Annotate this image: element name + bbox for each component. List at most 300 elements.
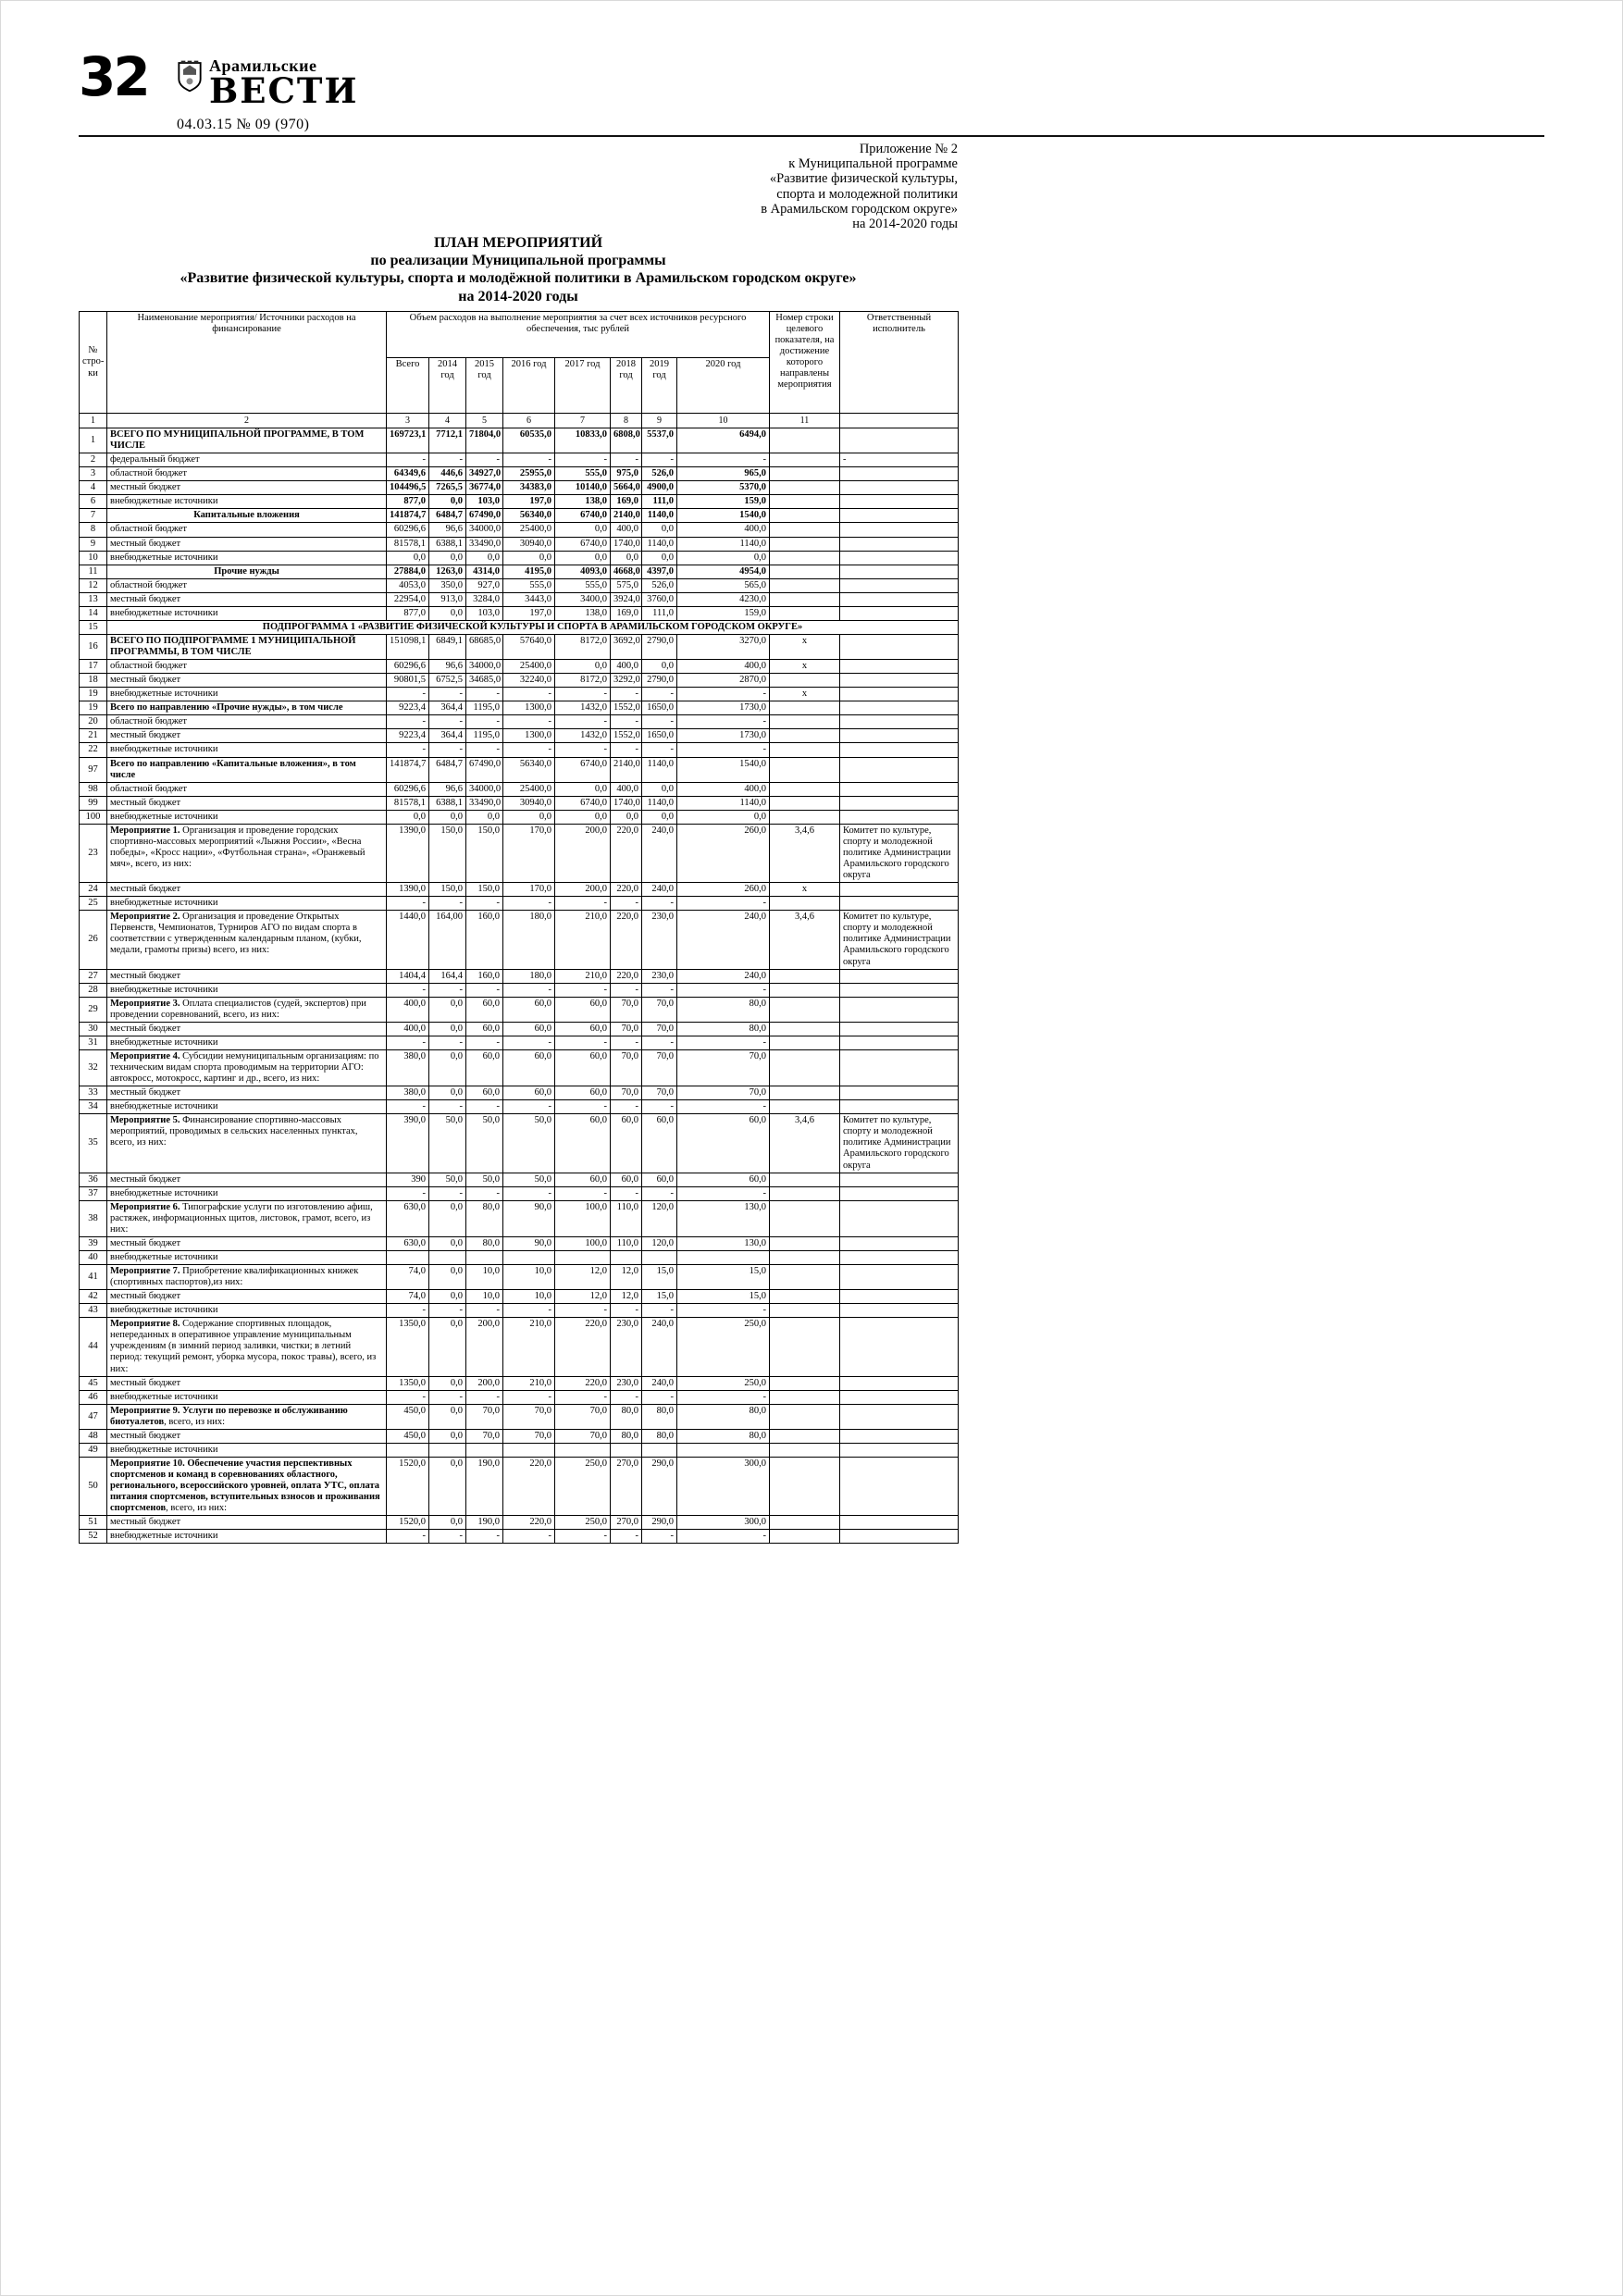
target-row-ref bbox=[770, 537, 840, 551]
coat-of-arms-icon bbox=[177, 59, 203, 93]
value-cell: 220,0 bbox=[611, 824, 642, 882]
value-cell: - bbox=[429, 1390, 466, 1404]
value-cell: - bbox=[611, 1304, 642, 1318]
value-cell: 0,0 bbox=[677, 810, 770, 824]
value-cell: 5664,0 bbox=[611, 481, 642, 495]
executor-cell bbox=[840, 551, 959, 565]
value-cell: - bbox=[611, 453, 642, 467]
value-cell: - bbox=[555, 453, 611, 467]
value-cell: 555,0 bbox=[555, 467, 611, 481]
value-cell: 4053,0 bbox=[387, 578, 429, 592]
value-cell: - bbox=[677, 688, 770, 701]
activity-name: Мероприятие 2. Организация и проведение Открытых Первенств, Чемпионатов, Турниров АГО по видам спорта в соответствии с утвержденным календарным планом, (кубки, медали, грамоты призы) всего, из них: bbox=[107, 911, 387, 969]
value-cell: 67490,0 bbox=[466, 757, 503, 782]
col-header-total: Всего bbox=[387, 358, 429, 414]
value-cell: 110,0 bbox=[611, 1236, 642, 1250]
value-cell: - bbox=[429, 897, 466, 911]
table-row bbox=[80, 481, 959, 495]
value-cell: 190,0 bbox=[466, 1516, 503, 1530]
activity-name: внебюджетные источники bbox=[107, 551, 387, 565]
value-cell: 877,0 bbox=[387, 495, 429, 509]
value-cell: - bbox=[387, 1304, 429, 1318]
target-row-ref bbox=[770, 1404, 840, 1429]
value-cell: 0,0 bbox=[555, 782, 611, 796]
table-row bbox=[80, 509, 959, 523]
value-cell: 1300,0 bbox=[503, 729, 555, 743]
target-row-ref bbox=[770, 1318, 840, 1376]
target-row-ref bbox=[770, 715, 840, 729]
value-cell: 0,0 bbox=[429, 1516, 466, 1530]
value-cell: 80,0 bbox=[611, 1429, 642, 1443]
value-cell: 80,0 bbox=[466, 1200, 503, 1236]
value-cell: 913,0 bbox=[429, 592, 466, 606]
value-cell: 6740,0 bbox=[555, 537, 611, 551]
activity-name: Мероприятие 7. Приобретение квалификационных книжек (спортивных паспортов),из них: bbox=[107, 1265, 387, 1290]
executor-cell bbox=[840, 897, 959, 911]
value-cell: 30940,0 bbox=[503, 796, 555, 810]
value-cell bbox=[611, 1250, 642, 1264]
value-cell bbox=[642, 1443, 677, 1457]
executor-cell bbox=[840, 1457, 959, 1515]
value-cell: 400,0 bbox=[677, 660, 770, 674]
value-cell: - bbox=[677, 453, 770, 467]
target-row-ref bbox=[770, 897, 840, 911]
value-cell: 1263,0 bbox=[429, 565, 466, 578]
executor-cell bbox=[840, 1022, 959, 1036]
target-row-ref: x bbox=[770, 660, 840, 674]
value-cell: - bbox=[466, 1036, 503, 1049]
value-cell: 0,0 bbox=[611, 810, 642, 824]
executor-cell bbox=[840, 1173, 959, 1186]
activity-name: местный бюджет bbox=[107, 1236, 387, 1250]
target-row-ref bbox=[770, 1530, 840, 1544]
value-cell: 6484,7 bbox=[429, 509, 466, 523]
activity-name: внебюджетные источники bbox=[107, 1390, 387, 1404]
row-number: 19 bbox=[80, 688, 107, 701]
value-cell: 70,0 bbox=[555, 1429, 611, 1443]
value-cell: - bbox=[611, 1530, 642, 1544]
executor-cell bbox=[840, 715, 959, 729]
row-number: 11 bbox=[80, 565, 107, 578]
value-cell: 200,0 bbox=[555, 883, 611, 897]
value-cell: - bbox=[503, 1304, 555, 1318]
value-cell: 0,0 bbox=[429, 551, 466, 565]
value-cell bbox=[555, 1250, 611, 1264]
target-row-ref bbox=[770, 743, 840, 757]
value-cell: - bbox=[642, 688, 677, 701]
value-cell: 80,0 bbox=[677, 1022, 770, 1036]
value-cell: 34000,0 bbox=[466, 782, 503, 796]
target-row-ref bbox=[770, 551, 840, 565]
value-cell: 90,0 bbox=[503, 1236, 555, 1250]
value-cell bbox=[642, 1250, 677, 1264]
value-cell: 210,0 bbox=[503, 1318, 555, 1376]
table-row bbox=[80, 688, 959, 701]
value-cell: 70,0 bbox=[677, 1086, 770, 1100]
value-cell: 60,0 bbox=[503, 1049, 555, 1086]
value-cell: 300,0 bbox=[677, 1516, 770, 1530]
value-cell: - bbox=[555, 1390, 611, 1404]
activity-name: областной бюджет bbox=[107, 660, 387, 674]
row-number: 39 bbox=[80, 1236, 107, 1250]
value-cell: 220,0 bbox=[611, 969, 642, 983]
value-cell: 240,0 bbox=[677, 911, 770, 969]
value-cell: 68685,0 bbox=[466, 634, 503, 659]
newspaper-masthead bbox=[79, 45, 560, 137]
value-cell: - bbox=[387, 688, 429, 701]
value-cell: 3692,0 bbox=[611, 634, 642, 659]
row-number: 50 bbox=[80, 1457, 107, 1515]
target-row-ref bbox=[770, 729, 840, 743]
value-cell: 450,0 bbox=[387, 1429, 429, 1443]
table-row bbox=[80, 824, 959, 882]
value-cell: - bbox=[503, 453, 555, 467]
annex-line: к Муниципальной программе bbox=[788, 156, 958, 172]
value-cell: - bbox=[611, 1390, 642, 1404]
value-cell: - bbox=[466, 1186, 503, 1200]
value-cell: 0,0 bbox=[466, 551, 503, 565]
col-header-year-2015: 2015 год bbox=[466, 358, 503, 414]
executor-cell bbox=[840, 1049, 959, 1086]
value-cell: 526,0 bbox=[642, 578, 677, 592]
value-cell: 3760,0 bbox=[642, 592, 677, 606]
table-row bbox=[80, 1457, 959, 1515]
activity-name: внебюджетные источники bbox=[107, 1186, 387, 1200]
target-row-ref bbox=[770, 810, 840, 824]
value-cell: 70,0 bbox=[642, 1049, 677, 1086]
value-cell: 364,4 bbox=[429, 729, 466, 743]
activity-name: Всего по направлению «Капитальные вложения», в том числе bbox=[107, 757, 387, 782]
value-cell: 34383,0 bbox=[503, 481, 555, 495]
value-cell: 630,0 bbox=[387, 1236, 429, 1250]
value-cell: 0,0 bbox=[466, 810, 503, 824]
executor-cell bbox=[840, 592, 959, 606]
executor-cell bbox=[840, 1250, 959, 1264]
value-cell: - bbox=[555, 1036, 611, 1049]
value-cell: 150,0 bbox=[429, 883, 466, 897]
value-cell: 0,0 bbox=[555, 523, 611, 537]
value-cell: - bbox=[642, 1530, 677, 1544]
value-cell bbox=[466, 1250, 503, 1264]
value-cell: 555,0 bbox=[503, 578, 555, 592]
target-row-ref bbox=[770, 523, 840, 537]
activity-name: внебюджетные источники bbox=[107, 983, 387, 997]
issue-date-number: 04.03.15 № 09 (970) bbox=[177, 117, 310, 132]
table-row bbox=[80, 969, 959, 983]
value-cell: - bbox=[387, 743, 429, 757]
table-row bbox=[80, 997, 959, 1022]
executor-cell bbox=[840, 481, 959, 495]
row-number: 17 bbox=[80, 660, 107, 674]
value-cell: 60,0 bbox=[555, 1173, 611, 1186]
value-cell: 60,0 bbox=[555, 1022, 611, 1036]
value-cell: 70,0 bbox=[642, 1022, 677, 1036]
value-cell: - bbox=[387, 1390, 429, 1404]
value-cell: 6740,0 bbox=[555, 796, 611, 810]
col-index bbox=[840, 414, 959, 428]
value-cell: 80,0 bbox=[642, 1429, 677, 1443]
value-cell: - bbox=[387, 715, 429, 729]
value-cell: 7265,5 bbox=[429, 481, 466, 495]
value-cell: - bbox=[677, 1186, 770, 1200]
value-cell bbox=[555, 1443, 611, 1457]
value-cell: 34000,0 bbox=[466, 660, 503, 674]
table-row bbox=[80, 1443, 959, 1457]
target-row-ref bbox=[770, 997, 840, 1022]
value-cell: 120,0 bbox=[642, 1200, 677, 1236]
value-cell: 0,0 bbox=[642, 523, 677, 537]
value-cell: 50,0 bbox=[503, 1173, 555, 1186]
target-row-ref bbox=[770, 481, 840, 495]
value-cell: - bbox=[429, 1304, 466, 1318]
row-number: 38 bbox=[80, 1200, 107, 1236]
plan-table-body bbox=[80, 428, 959, 1544]
value-cell: 141874,7 bbox=[387, 757, 429, 782]
target-row-ref bbox=[770, 1443, 840, 1457]
value-cell: 27884,0 bbox=[387, 565, 429, 578]
activity-name: Мероприятие 4. Субсидии немуниципальным организациям: по техническим видам спорта проводимым на территории АГО: автокросс, мотокросс, картинг и др., всего, из них: bbox=[107, 1049, 387, 1086]
executor-cell bbox=[840, 1200, 959, 1236]
col-header-year-2018: 2018 год bbox=[611, 358, 642, 414]
value-cell: 100,0 bbox=[555, 1200, 611, 1236]
value-cell: - bbox=[503, 1186, 555, 1200]
value-cell: 230,0 bbox=[642, 969, 677, 983]
target-row-ref bbox=[770, 428, 840, 453]
value-cell bbox=[611, 1443, 642, 1457]
brand-text bbox=[209, 56, 359, 111]
value-cell: 96,6 bbox=[429, 523, 466, 537]
executor-cell: Комитет по культуре, спорту и молодежной политике Администрации Арамильского городского округа bbox=[840, 824, 959, 882]
value-cell: - bbox=[611, 983, 642, 997]
table-row bbox=[80, 606, 959, 620]
row-number: 20 bbox=[80, 715, 107, 729]
value-cell: 230,0 bbox=[611, 1376, 642, 1390]
target-row-ref bbox=[770, 1390, 840, 1404]
value-cell: 4397,0 bbox=[642, 565, 677, 578]
value-cell: - bbox=[611, 743, 642, 757]
target-row-ref: x bbox=[770, 883, 840, 897]
value-cell: - bbox=[503, 715, 555, 729]
target-row-ref bbox=[770, 796, 840, 810]
value-cell: 965,0 bbox=[677, 467, 770, 481]
row-number: 27 bbox=[80, 969, 107, 983]
value-cell: 0,0 bbox=[429, 1404, 466, 1429]
value-cell: 0,0 bbox=[642, 551, 677, 565]
value-cell: 160,0 bbox=[466, 911, 503, 969]
value-cell: - bbox=[642, 983, 677, 997]
value-cell: 0,0 bbox=[429, 1429, 466, 1443]
value-cell: 70,0 bbox=[611, 997, 642, 1022]
annex-reference bbox=[79, 142, 958, 231]
target-row-ref bbox=[770, 757, 840, 782]
value-cell: 197,0 bbox=[503, 495, 555, 509]
value-cell: 169,0 bbox=[611, 606, 642, 620]
value-cell: - bbox=[677, 1390, 770, 1404]
value-cell: - bbox=[429, 1186, 466, 1200]
table-row bbox=[80, 1404, 959, 1429]
table-row bbox=[80, 565, 959, 578]
activity-name: областной бюджет bbox=[107, 578, 387, 592]
value-cell: 25400,0 bbox=[503, 782, 555, 796]
value-cell: 80,0 bbox=[611, 1404, 642, 1429]
value-cell: 10140,0 bbox=[555, 481, 611, 495]
value-cell: - bbox=[677, 715, 770, 729]
value-cell: 220,0 bbox=[503, 1516, 555, 1530]
value-cell: 70,0 bbox=[611, 1086, 642, 1100]
value-cell: 0,0 bbox=[503, 551, 555, 565]
value-cell: 1140,0 bbox=[642, 757, 677, 782]
row-number: 10 bbox=[80, 551, 107, 565]
activity-name: областной бюджет bbox=[107, 782, 387, 796]
target-row-ref bbox=[770, 1304, 840, 1318]
target-row-ref bbox=[770, 701, 840, 715]
value-cell: 4230,0 bbox=[677, 592, 770, 606]
value-cell: 200,0 bbox=[555, 824, 611, 882]
activity-name: местный бюджет bbox=[107, 1376, 387, 1390]
target-row-ref bbox=[770, 1236, 840, 1250]
value-cell bbox=[677, 1250, 770, 1264]
value-cell: 6740,0 bbox=[555, 757, 611, 782]
value-cell: - bbox=[466, 897, 503, 911]
value-cell: 71804,0 bbox=[466, 428, 503, 453]
value-cell: - bbox=[611, 688, 642, 701]
activity-name: внебюджетные источники bbox=[107, 606, 387, 620]
value-cell bbox=[503, 1443, 555, 1457]
activity-name: внебюджетные источники bbox=[107, 1100, 387, 1114]
value-cell: 4195,0 bbox=[503, 565, 555, 578]
target-row-ref bbox=[770, 578, 840, 592]
value-cell: 210,0 bbox=[555, 911, 611, 969]
value-cell: 180,0 bbox=[503, 969, 555, 983]
activity-name: местный бюджет bbox=[107, 883, 387, 897]
value-cell: 270,0 bbox=[611, 1457, 642, 1515]
table-row bbox=[80, 523, 959, 537]
table-row bbox=[80, 1086, 959, 1100]
executor-cell bbox=[840, 997, 959, 1022]
value-cell: 151098,1 bbox=[387, 634, 429, 659]
value-cell: 1140,0 bbox=[677, 796, 770, 810]
executor-cell bbox=[840, 796, 959, 810]
activity-name: внебюджетные источники bbox=[107, 1443, 387, 1457]
title-line: «Развитие физической культуры, спорта и молодёжной политики в Арамильском городском округе» bbox=[180, 270, 857, 287]
annex-line: в Арамильском городском округе» bbox=[761, 201, 958, 217]
table-row bbox=[80, 1173, 959, 1186]
table-row bbox=[80, 551, 959, 565]
value-cell: 160,0 bbox=[466, 969, 503, 983]
table-row bbox=[80, 674, 959, 688]
value-cell: 2140,0 bbox=[611, 757, 642, 782]
value-cell: 104496,5 bbox=[387, 481, 429, 495]
activity-name: местный бюджет bbox=[107, 674, 387, 688]
target-row-ref bbox=[770, 782, 840, 796]
value-cell: 220,0 bbox=[555, 1376, 611, 1390]
executor-cell bbox=[840, 983, 959, 997]
executor-cell bbox=[840, 674, 959, 688]
value-cell: 290,0 bbox=[642, 1516, 677, 1530]
row-number: 46 bbox=[80, 1390, 107, 1404]
value-cell: - bbox=[555, 715, 611, 729]
value-cell: - bbox=[429, 1036, 466, 1049]
row-number: 99 bbox=[80, 796, 107, 810]
value-cell: 10,0 bbox=[503, 1290, 555, 1304]
target-row-ref bbox=[770, 674, 840, 688]
value-cell: 90801,5 bbox=[387, 674, 429, 688]
value-cell: 96,6 bbox=[429, 660, 466, 674]
table-row bbox=[80, 1200, 959, 1236]
row-number: 49 bbox=[80, 1443, 107, 1457]
value-cell: 290,0 bbox=[642, 1457, 677, 1515]
value-cell: - bbox=[429, 983, 466, 997]
value-cell: - bbox=[642, 743, 677, 757]
value-cell: - bbox=[642, 1186, 677, 1200]
table-row bbox=[80, 1250, 959, 1264]
value-cell: 70,0 bbox=[503, 1429, 555, 1443]
value-cell: 230,0 bbox=[642, 911, 677, 969]
col-index: 5 bbox=[466, 414, 503, 428]
value-cell: 12,0 bbox=[611, 1265, 642, 1290]
value-cell: 34927,0 bbox=[466, 467, 503, 481]
executor-cell bbox=[840, 634, 959, 659]
value-cell: 0,0 bbox=[429, 1022, 466, 1036]
value-cell: 60296,6 bbox=[387, 523, 429, 537]
table-row bbox=[80, 701, 959, 715]
brand-name-top: Арамильские bbox=[209, 56, 317, 75]
value-cell: 260,0 bbox=[677, 824, 770, 882]
value-cell: - bbox=[429, 743, 466, 757]
activity-name: областной бюджет bbox=[107, 523, 387, 537]
value-cell: 67490,0 bbox=[466, 509, 503, 523]
executor-cell bbox=[840, 660, 959, 674]
value-cell: 70,0 bbox=[642, 997, 677, 1022]
value-cell: 60,0 bbox=[677, 1173, 770, 1186]
value-cell: - bbox=[503, 688, 555, 701]
value-cell: 60,0 bbox=[466, 1049, 503, 1086]
value-cell: 60,0 bbox=[555, 1086, 611, 1100]
target-row-ref bbox=[770, 467, 840, 481]
value-cell: 8172,0 bbox=[555, 634, 611, 659]
value-cell: 15,0 bbox=[642, 1265, 677, 1290]
col-index: 6 bbox=[503, 414, 555, 428]
value-cell: 390,0 bbox=[387, 1114, 429, 1173]
value-cell: 400,0 bbox=[387, 1022, 429, 1036]
table-row bbox=[80, 1186, 959, 1200]
target-row-ref bbox=[770, 1022, 840, 1036]
value-cell: 0,0 bbox=[429, 810, 466, 824]
executor-cell bbox=[840, 565, 959, 578]
value-cell: 350,0 bbox=[429, 578, 466, 592]
row-number: 26 bbox=[80, 911, 107, 969]
target-row-ref bbox=[770, 1290, 840, 1304]
activity-name: внебюджетные источники bbox=[107, 1530, 387, 1544]
value-cell: 12,0 bbox=[555, 1290, 611, 1304]
executor-cell bbox=[840, 523, 959, 537]
target-row-ref bbox=[770, 1086, 840, 1100]
activity-name: местный бюджет bbox=[107, 796, 387, 810]
value-cell: 5537,0 bbox=[642, 428, 677, 453]
value-cell: 74,0 bbox=[387, 1265, 429, 1290]
value-cell bbox=[466, 1443, 503, 1457]
value-cell bbox=[429, 1443, 466, 1457]
value-cell: - bbox=[466, 715, 503, 729]
value-cell: - bbox=[611, 1100, 642, 1114]
executor-cell bbox=[840, 467, 959, 481]
row-number: 15 bbox=[80, 620, 107, 634]
activity-name: Мероприятие 8. Содержание спортивных площадок, непереданных в оперативное управление муниципальным учреждениям (в зимний период заливки, чистки; в летний период: текущий ремонт, уборка мусора, покос травы), всего, из них: bbox=[107, 1318, 387, 1376]
target-row-ref: 3,4,6 bbox=[770, 1114, 840, 1173]
value-cell: 1552,0 bbox=[611, 729, 642, 743]
table-row bbox=[80, 743, 959, 757]
value-cell: 64349,6 bbox=[387, 467, 429, 481]
